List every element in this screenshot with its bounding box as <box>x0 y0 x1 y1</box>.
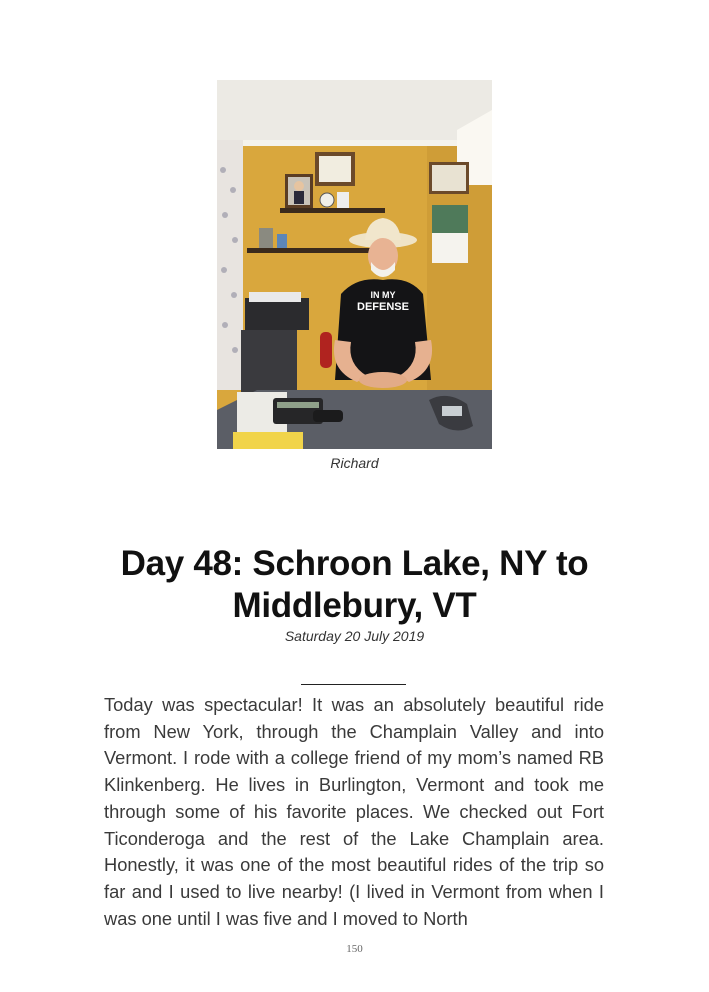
page-number: 150 <box>346 943 363 955</box>
photo-illustration <box>217 80 492 449</box>
shirt-text-line1: IN MY <box>370 290 396 300</box>
shirt-text-line2: DEFENSE <box>357 301 409 313</box>
photo-richard <box>217 80 492 449</box>
section-divider <box>301 684 406 685</box>
photo-caption: Richard <box>330 455 379 471</box>
body-paragraph: Today was spectacular! It was an absolutely beautiful ride from New York, through the Champlain Valley and into Vermont. I rode with a college friend of my mom’s named RB Klinkenberg. He lives in Burlington, Vermont and took me through some of his favorite places. We checked out Fort Ticonderoga and the rest of the Lake Champlain area. Honestly, it was one of the most beautiful rides of the trip so far and I used to live nearby! (I lived in Vermont from when I was one until I was five and I moved to North <box>104 694 604 929</box>
chapter-title: Day 48: Schroon Lake, NY to Middlebury, VT <box>120 544 589 625</box>
chapter-date: Saturday 20 July 2019 <box>284 628 425 644</box>
